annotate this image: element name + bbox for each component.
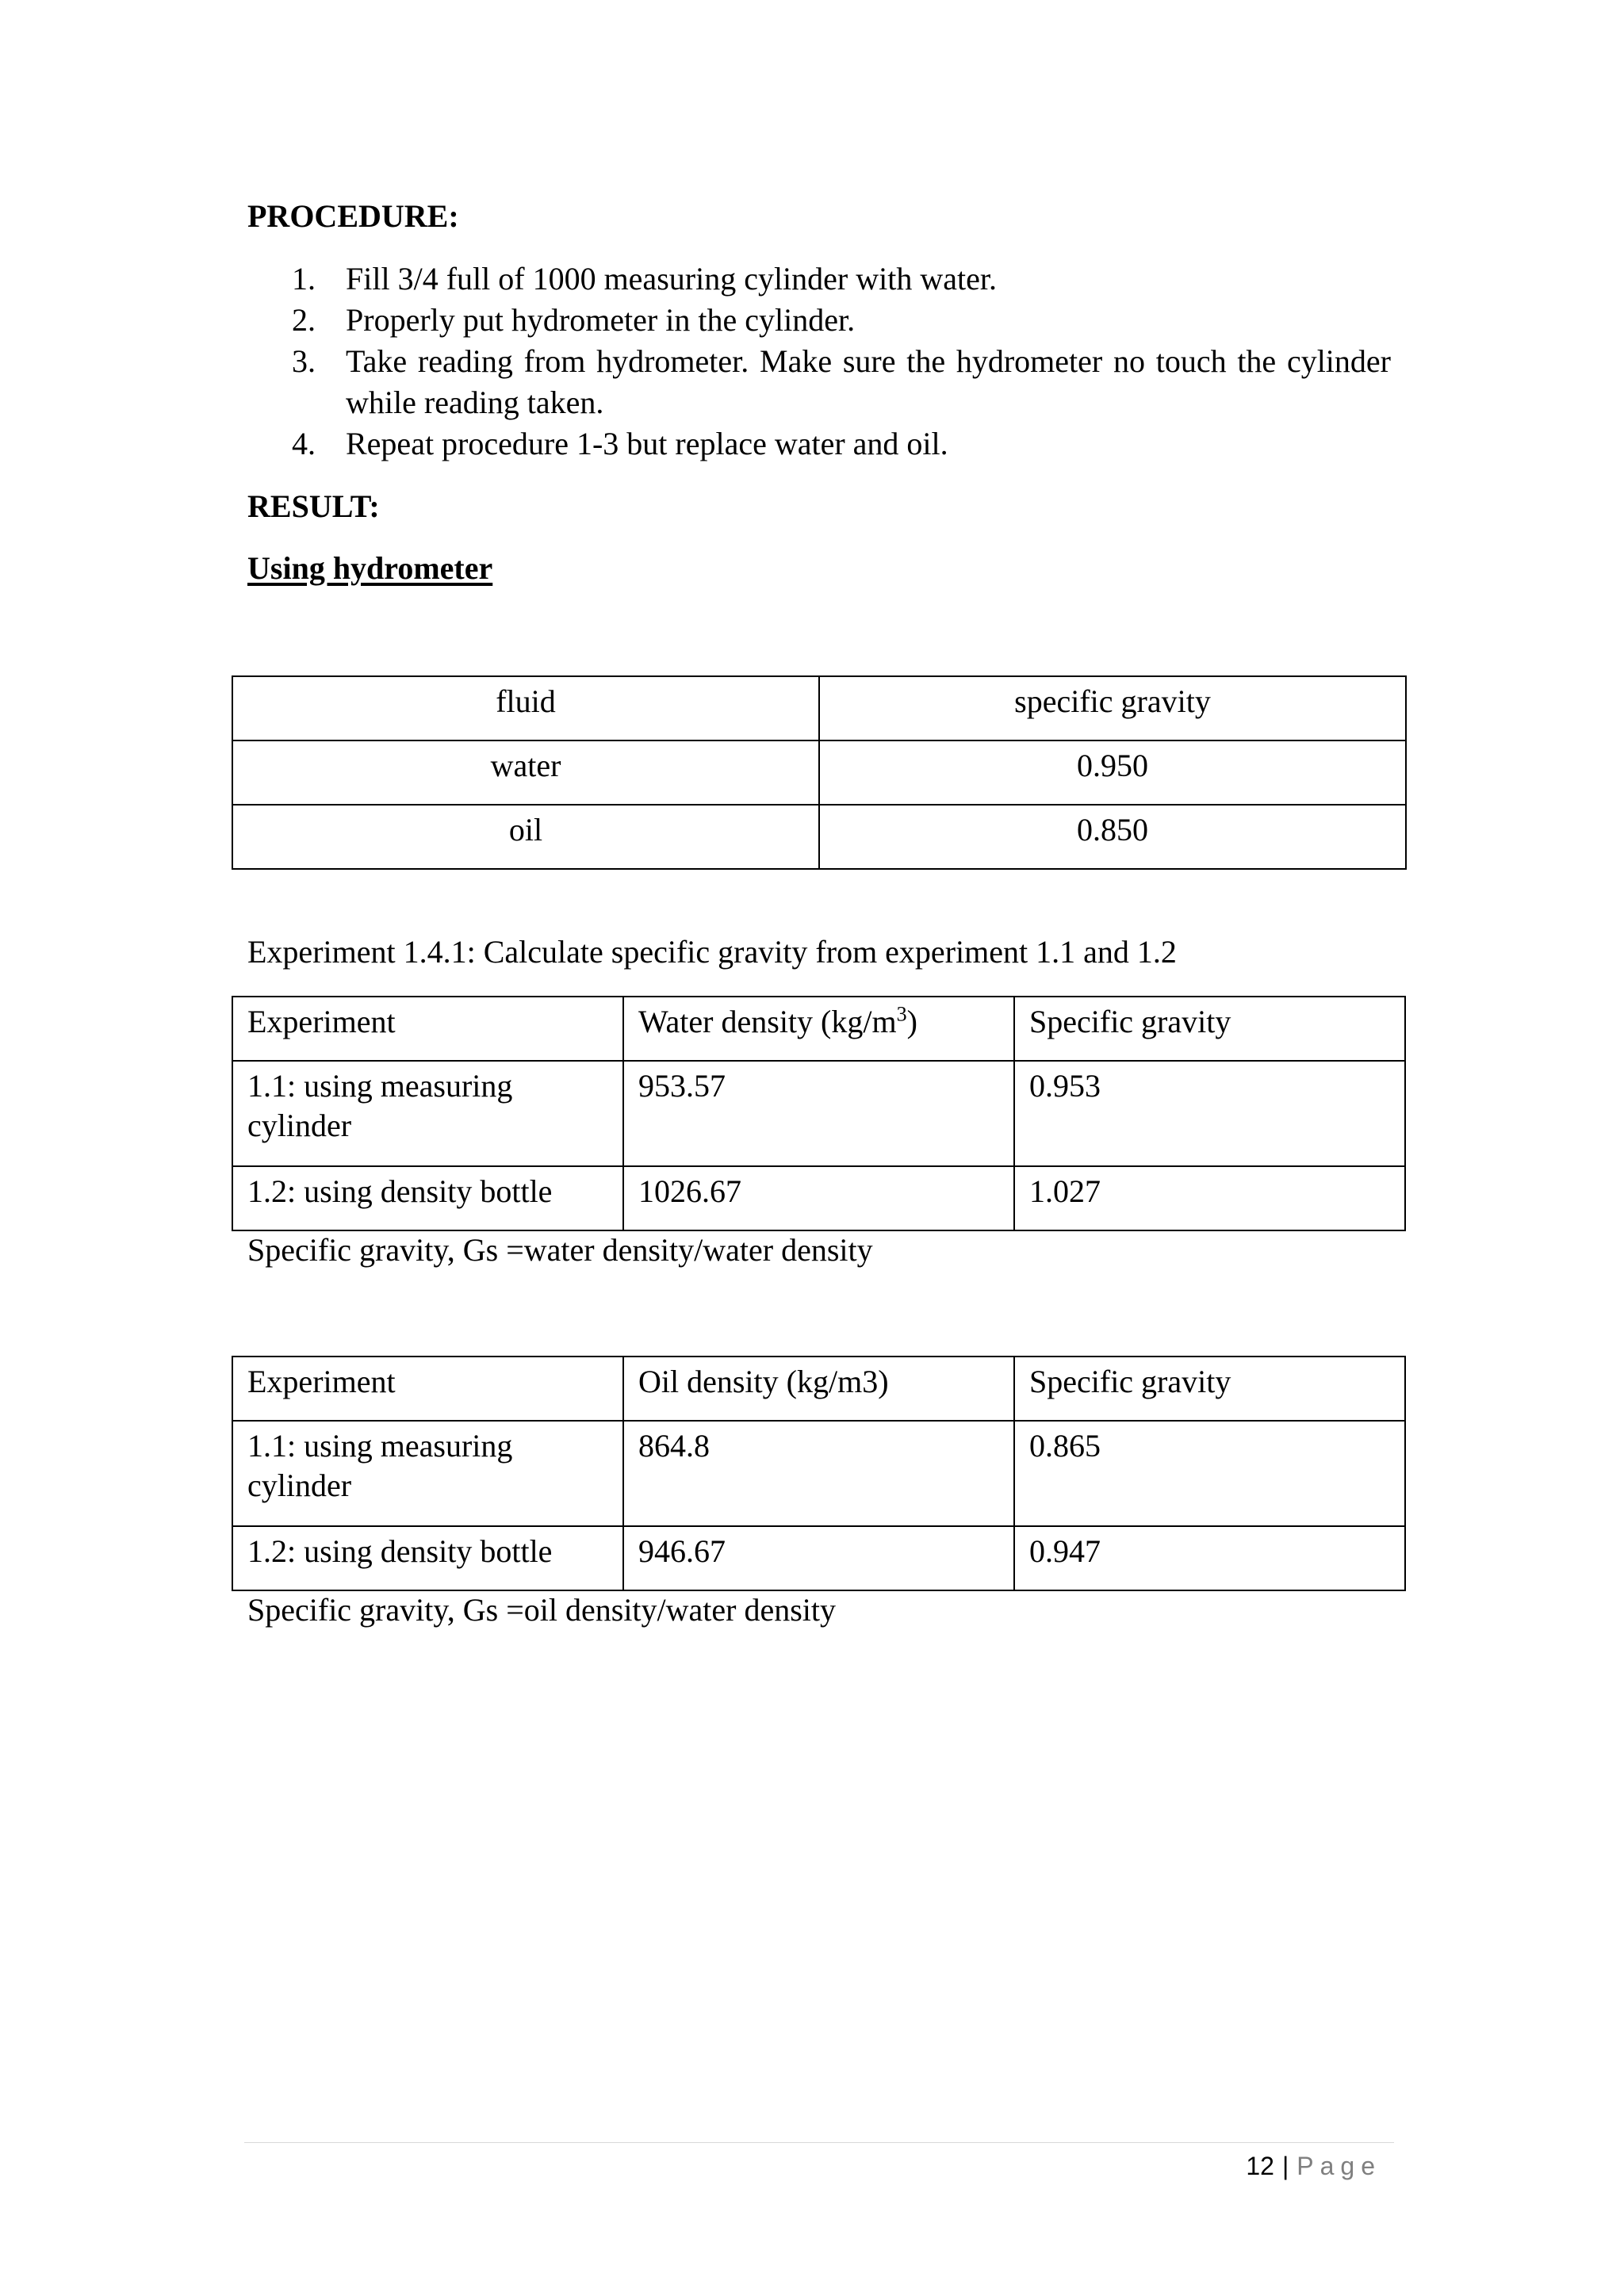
procedure-heading: PROCEDURE:	[247, 198, 459, 234]
header-cell-specific-gravity: specific gravity	[819, 676, 1406, 740]
step-text: Repeat procedure 1-3 but replace water and oil.	[346, 426, 948, 461]
table-header-row	[232, 997, 1405, 1061]
header-cell-specific-gravity: Specific gravity	[1014, 997, 1405, 1061]
oil-formula-note: Specific gravity, Gs =oil density/water density	[247, 1592, 837, 1628]
hydrometer-subheading: Using hydrometer	[247, 550, 493, 586]
hydrometer-table	[232, 675, 1407, 870]
table-cell: 953.57	[623, 1061, 1014, 1166]
table-header-row	[232, 1357, 1405, 1421]
table-cell: 0.947	[1014, 1526, 1405, 1590]
table-header-row	[232, 676, 1406, 740]
table-cell: 0.950	[819, 740, 1406, 805]
procedure-step	[247, 258, 1391, 300]
header-text: )	[906, 1004, 917, 1039]
water-formula-note: Specific gravity, Gs =water density/water density	[247, 1232, 873, 1268]
step-number: 2.	[292, 302, 316, 338]
header-cell-water-density	[623, 997, 1014, 1061]
superscript: 3	[896, 1002, 907, 1026]
table-cell: 0.850	[819, 805, 1406, 869]
table-row	[232, 740, 1406, 805]
table-cell: 1.2: using density bottle	[232, 1166, 623, 1230]
table-cell: 0.865	[1014, 1421, 1405, 1526]
table-row	[232, 1166, 1405, 1230]
table-row	[232, 805, 1406, 869]
step-text: Properly put hydrometer in the cylinder.	[346, 302, 856, 338]
page-number: 12	[1246, 2152, 1274, 2180]
table-cell: 864.8	[623, 1421, 1014, 1526]
oil-density-table	[232, 1356, 1406, 1591]
step-text: Fill 3/4 full of 1000 measuring cylinder with water.	[346, 261, 997, 297]
header-text: Water density (kg/m	[638, 1004, 897, 1039]
experiment-caption: Experiment 1.4.1: Calculate specific gravity from experiment 1.1 and 1.2	[247, 934, 1177, 970]
table-cell: 1.2: using density bottle	[232, 1526, 623, 1590]
footer-separator: |	[1281, 2152, 1289, 2180]
procedure-step	[247, 300, 1391, 341]
water-density-table	[232, 996, 1406, 1231]
table-cell: oil	[232, 805, 819, 869]
page-label: Page	[1297, 2152, 1381, 2180]
table-cell: 1026.67	[623, 1166, 1014, 1230]
procedure-step	[247, 423, 1391, 465]
table-cell: 946.67	[623, 1526, 1014, 1590]
header-cell-fluid: fluid	[232, 676, 819, 740]
table-cell: 1.1: using measuring cylinder	[232, 1421, 623, 1526]
header-cell-experiment: Experiment	[232, 997, 623, 1061]
step-number: 4.	[292, 426, 316, 461]
table-cell: 1.027	[1014, 1166, 1405, 1230]
table-row	[232, 1061, 1405, 1166]
table-row	[232, 1526, 1405, 1590]
page-footer	[1246, 2150, 1381, 2182]
table-cell: 1.1: using measuring cylinder	[232, 1061, 623, 1166]
result-heading: RESULT:	[247, 488, 380, 524]
step-text: Take reading from hydrometer. Make sure the hydrometer no touch the cylinder while reading taken.	[346, 343, 1391, 420]
table-cell: 0.953	[1014, 1061, 1405, 1166]
table-cell: water	[232, 740, 819, 805]
header-cell-oil-density: Oil density (kg/m3)	[623, 1357, 1014, 1421]
header-cell-specific-gravity: Specific gravity	[1014, 1357, 1405, 1421]
header-cell-experiment: Experiment	[232, 1357, 623, 1421]
table-row	[232, 1421, 1405, 1526]
step-number: 3.	[292, 343, 316, 379]
procedure-steps	[247, 258, 1391, 465]
procedure-step	[247, 341, 1391, 423]
footer-divider	[244, 2142, 1394, 2143]
step-number: 1.	[292, 261, 316, 297]
